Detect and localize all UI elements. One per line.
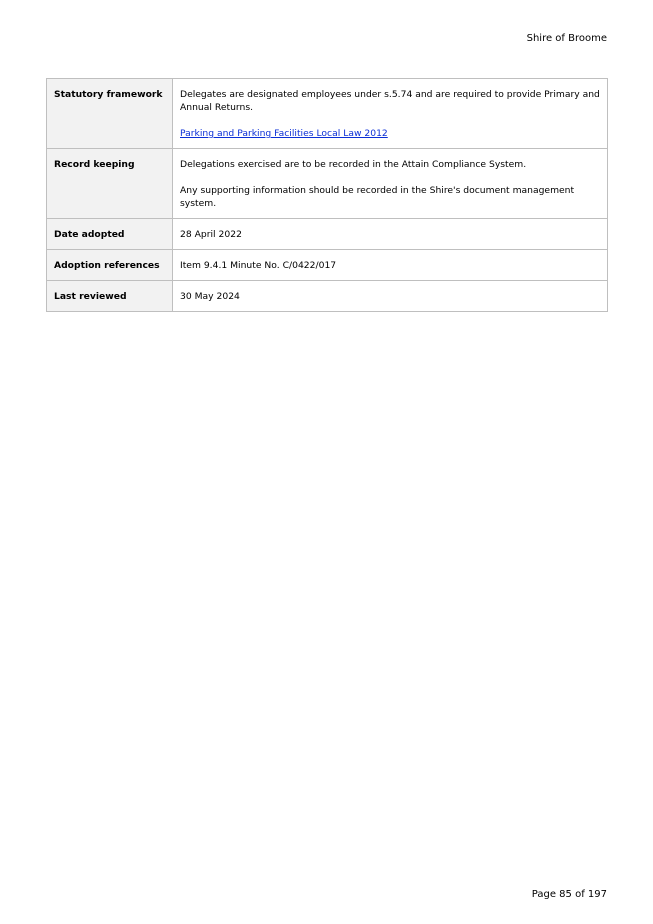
table-row-statutory-framework bbox=[47, 79, 608, 149]
page-number: Page 85 of 197 bbox=[531, 889, 607, 900]
local-law-link[interactable]: Parking and Parking Facilities Local Law 2012 bbox=[180, 128, 388, 139]
record-keeping-line-1: Delegations exercised are to be recorded in the Attain Compliance System. bbox=[180, 159, 527, 170]
delegation-details-table bbox=[46, 78, 608, 312]
statutory-framework-value bbox=[173, 79, 608, 149]
record-keeping-label: Record keeping bbox=[47, 149, 173, 219]
table-row-date-adopted bbox=[47, 219, 608, 250]
date-adopted-value: 28 April 2022 bbox=[173, 219, 608, 250]
statutory-framework-text: Delegates are designated employees under s.5.74 and are required to provide Primary and Annual Returns. bbox=[180, 89, 600, 113]
page-header-organisation: Shire of Broome bbox=[526, 33, 607, 44]
table-row-adoption-references bbox=[47, 250, 608, 281]
last-reviewed-value: 30 May 2024 bbox=[173, 281, 608, 312]
table-row-last-reviewed bbox=[47, 281, 608, 312]
table-row-record-keeping bbox=[47, 149, 608, 219]
adoption-references-label: Adoption references bbox=[47, 250, 173, 281]
date-adopted-label: Date adopted bbox=[47, 219, 173, 250]
record-keeping-value bbox=[173, 149, 608, 219]
last-reviewed-label: Last reviewed bbox=[47, 281, 173, 312]
adoption-references-value: Item 9.4.1 Minute No. C/0422/017 bbox=[173, 250, 608, 281]
record-keeping-line-2: Any supporting information should be recorded in the Shire's document management system. bbox=[180, 185, 575, 209]
statutory-framework-label: Statutory framework bbox=[47, 79, 173, 149]
